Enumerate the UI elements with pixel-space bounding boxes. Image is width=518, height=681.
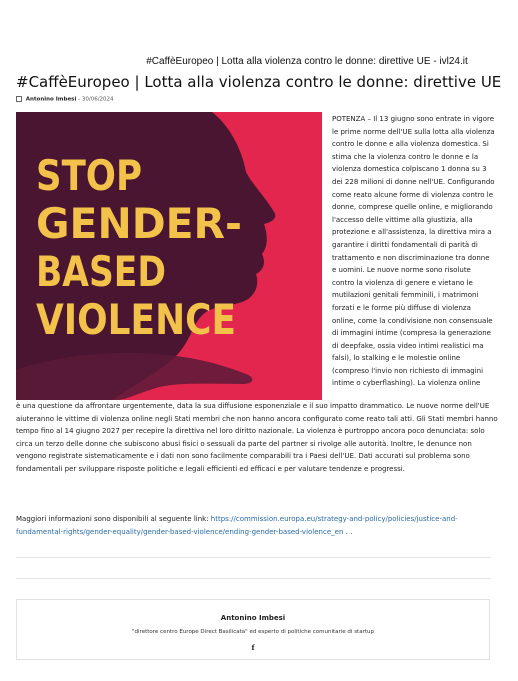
more-info-link[interactable]: https://commission.europa.eu/strategy-and-policy/policies/justice-and-fundamental-rights/gender-equality/gender-based-violence/ending-gender-based-violence_en xyxy=(16,515,458,536)
article-body-continued: è una questione da affrontare urgentemente, data la sua diffusione esponenziale e il suo impatto drammatico. Le nuove norme dell'UE aiuteranno le vittime di violenza online negli Stati membri che non hanno ancora configurato come reato tali atti. Gli Stati membri hanno tempo fino al 14 giugno 2027 per recepire la direttiva nel loro diritto nazionale. La violenza è purtroppo ancora poco denunciata: solo circa un terzo delle donne che subiscono abusi fisici o sessuali da parte del partner si rivolge alle autorità. Inoltre, le denunce non vengono registrate sistematicamente e i dati non sono facilmente comparabili tra i Paesi dell'UE. Dati accurati sul problema sono fondamentali per sviluppare risposte politiche e legali efficienti ed efficaci e per valutare tendenze e progressi. xyxy=(16,402,498,473)
more-info-prefix: Maggiori informazioni sono disponibili al seguente link: xyxy=(16,515,211,523)
poster-line-2: GENDER- xyxy=(36,199,242,248)
poster-line-3: BASED xyxy=(36,247,166,296)
divider xyxy=(16,557,491,558)
poster-line-1: STOP xyxy=(36,151,142,200)
article-body-column: POTENZA – Il 13 giugno sono entrate in vigore le prime norme dell'UE sulla lotta alla violenza contro le donne e alla violenza domestica. Si stima che la violenza contro le donne e la violenza domestica colpiscano 1 donna su 3 dei 228 milioni di donne nell'UE. Configurando come reato alcune forme di violenza contro le donne, comprese quelle online, e migliorando l'accesso delle vittime alla giustizia, alla protezione e all'assistenza, la direttiva mira a garantire i diritti fondamentali di parità di trattamento e non discriminazione tra donne e uomini. Le nuove norme sono risolute contro la violenza di genere e vietano le mutilazioni genitali femminili, i matrimoni forzati e le forme più diffuse di violenza online, come la condivisione non consensuale di immagini intime (compresa la generazione di deepfake, ossia video intimi realistici ma falsi), lo stalking e le molestie online (compreso l'invio non richiesto di immagini intime o cyberflashing). La violenza online xyxy=(332,115,495,388)
more-info-paragraph xyxy=(16,513,501,538)
author-link[interactable]: Antonino Imbesi xyxy=(25,96,77,103)
facebook-icon[interactable]: f xyxy=(251,643,255,652)
author-box-description: "direttore centro Europe Direct Basilicata" ed esperto di politiche comunitarie di startup xyxy=(132,629,374,635)
article-image xyxy=(16,112,322,400)
page-title: #CaffèEuropeo | Lotta alla violenza contro le donne: direttive UE xyxy=(16,73,502,91)
poster-line-4: VIOLENCE xyxy=(36,295,236,344)
publish-date: 30/06/2024 xyxy=(81,96,114,103)
article-meta xyxy=(16,96,114,103)
author-box xyxy=(16,599,490,660)
meta-separator: - xyxy=(78,96,81,103)
more-info-suffix: . . xyxy=(345,527,353,536)
author-box-name[interactable]: Antonino Imbesi xyxy=(220,614,286,622)
divider xyxy=(16,578,491,579)
author-icon xyxy=(16,96,22,102)
stop-gender-based-violence-poster xyxy=(16,112,322,400)
window-title: #CaffèEuropeo | Lotta alla violenza contro le donne: direttive UE - ivl24.it xyxy=(146,56,468,67)
